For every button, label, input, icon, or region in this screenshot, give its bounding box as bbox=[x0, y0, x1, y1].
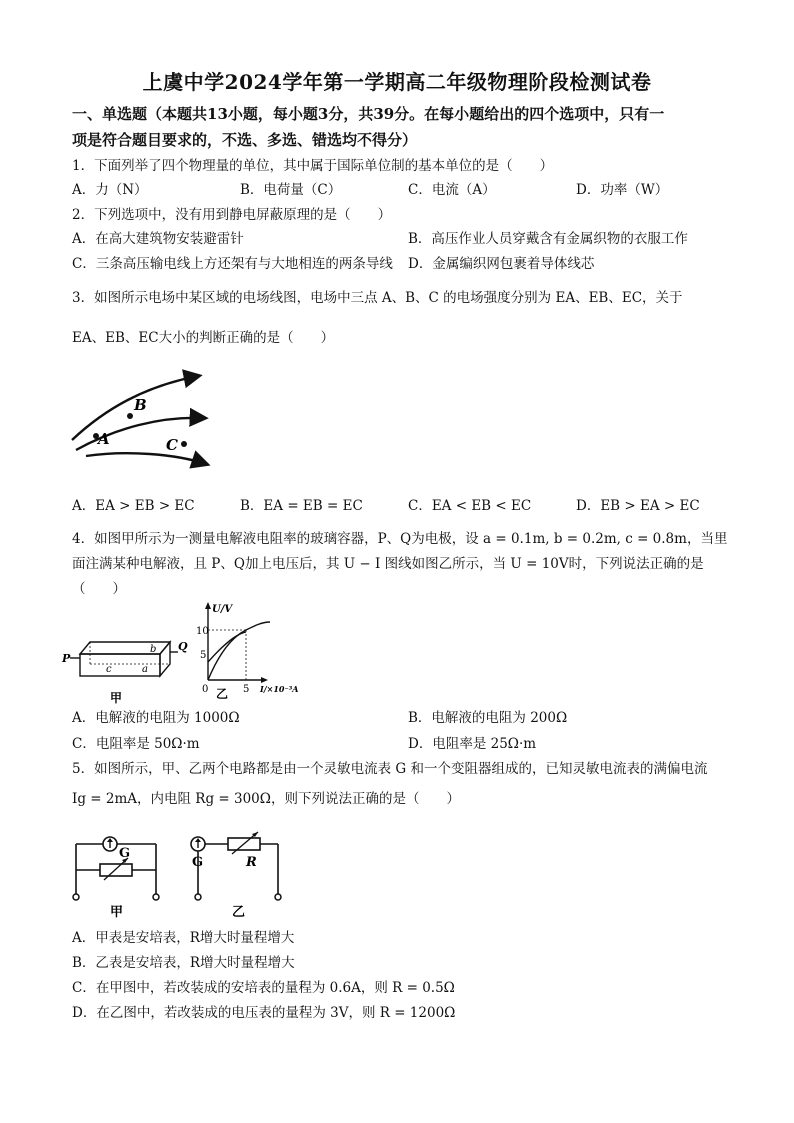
q3-stem-line1: 3．如图所示电场中某区域的电场线图，电场中三点 A、B、C 的电场强度分别为 EA、EB、EC，关于 bbox=[72, 290, 683, 306]
point-b-dot bbox=[127, 413, 133, 419]
page-title: 上虞中学2024学年第一学期高二年级物理阶段检测试卷 bbox=[142, 70, 652, 94]
field-line-bottom bbox=[86, 453, 206, 464]
q4-ui-graph-figure bbox=[196, 600, 326, 700]
q2-stem: 2．下列选项中，没有用到静电屏蔽原理的是（ ） bbox=[72, 207, 392, 223]
q2-option-d: D．金属编织网包裹着导体线芯 bbox=[408, 256, 595, 272]
q2-option-c: C．三条高压输电线上方还架有与大地相连的两条导线 bbox=[72, 256, 393, 272]
galvanometer-jia-label: G bbox=[119, 846, 131, 861]
q5-stem-line1: 5．如图所示，甲、乙两个电路都是由一个灵敏电流表 G 和一个变阻器组成的，已知灵敏电流表的满偏电流 bbox=[72, 761, 708, 777]
q4-container-figure bbox=[62, 628, 190, 706]
q4-option-c: C．电阻率是 50Ω·m bbox=[72, 736, 200, 752]
q3-option-d: D．EB > EA > EC bbox=[576, 498, 700, 514]
q3-option-b: B．EA = EB = EC bbox=[240, 498, 363, 514]
dimension-c-label: c bbox=[106, 664, 112, 675]
point-b-label: B bbox=[134, 396, 147, 414]
q5-option-c: C．在甲图中，若改装成的安培表的量程为 0.6A，则 R = 0.5Ω bbox=[72, 980, 455, 996]
figure-yi-label: 乙 bbox=[216, 687, 229, 701]
resistor-r-label: R bbox=[246, 855, 257, 870]
graph-curve bbox=[208, 622, 270, 680]
galvanometer-yi-label: G bbox=[192, 855, 204, 870]
point-c-label: C bbox=[166, 436, 178, 454]
q5-stem-line2: Ig = 2mA，内电阻 Rg = 300Ω，则下列说法正确的是（ ） bbox=[72, 791, 460, 807]
circuit-jia-label: 甲 bbox=[110, 905, 124, 920]
figure-jia-label: 甲 bbox=[110, 691, 123, 705]
section-heading-line1: 一、单选题（本题共13小题，每小题3分，共39分。在每小题给出的四个选项中，只有一 bbox=[72, 105, 665, 123]
q1-option-a: A．力（N） bbox=[72, 182, 148, 198]
q1-option-c: C．电流（A） bbox=[408, 182, 496, 198]
graph-ylabel: U/V bbox=[212, 604, 233, 615]
q4-option-a: A．电解液的电阻为 1000Ω bbox=[72, 710, 240, 726]
q4-stem-line3: （ ） bbox=[72, 581, 126, 597]
electrode-q-label: Q bbox=[178, 640, 188, 653]
q5-circuit-yi-figure bbox=[188, 824, 288, 920]
graph-xlabel: I/×10⁻³A bbox=[260, 684, 299, 694]
q4-stem-line1: 4．如图甲所示为一测量电解液电阻率的玻璃容器，P、Q为电极，设 a = 0.1m, b = 0.2m, c = 0.8m，当里 bbox=[72, 531, 728, 547]
q5-option-d: D．在乙图中，若改装成的电压表的量程为 3V，则 R = 1200Ω bbox=[72, 1005, 456, 1021]
q3-field-lines-figure bbox=[66, 368, 216, 472]
dimension-b-label: b bbox=[150, 644, 157, 655]
q3-option-a: A．EA > EB > EC bbox=[72, 498, 195, 514]
q4-option-d: D．电阻率是 25Ω·m bbox=[408, 736, 537, 752]
q3-stem-line2: EA、EB、EC大小的判断正确的是（ ） bbox=[72, 330, 335, 346]
q4-option-b: B．电解液的电阻为 200Ω bbox=[408, 710, 568, 726]
q4-stem-line2: 面注满某种电解液，且 P、Q加上电压后，其 U − I 图线如图乙所示，当 U = 10V时，下列说法正确的是 bbox=[72, 556, 704, 572]
circuit-yi-label: 乙 bbox=[232, 905, 246, 920]
q5-circuit-jia-figure bbox=[66, 824, 166, 920]
q5-option-b: B．乙表是安培表，R增大时量程增大 bbox=[72, 955, 295, 971]
dimension-a-label: a bbox=[142, 664, 148, 675]
q5-option-a: A．甲表是安培表，R增大时量程增大 bbox=[72, 930, 295, 946]
section-heading-line2: 项是符合题目要求的，不选、多选、错选均不得分） bbox=[72, 131, 418, 149]
q2-option-b: B．高压作业人员穿戴含有金属织物的衣服工作 bbox=[408, 231, 688, 247]
q1-option-d: D．功率（W） bbox=[576, 182, 669, 198]
q1-option-b: B．电荷量（C） bbox=[240, 182, 342, 198]
graph-x-tick-5: 5 bbox=[243, 684, 250, 695]
q3-option-c: C．EA < EB < EC bbox=[408, 498, 532, 514]
q2-option-a: A．在高大建筑物安装避雷针 bbox=[72, 231, 244, 247]
point-c-dot bbox=[181, 441, 187, 447]
graph-y-tick-5: 5 bbox=[200, 650, 207, 661]
electrode-p-label: P bbox=[62, 652, 71, 665]
graph-x-tick-0: 0 bbox=[202, 684, 209, 695]
q1-stem: 1．下面列举了四个物理量的单位，其中属于国际单位制的基本单位的是（ ） bbox=[72, 158, 554, 174]
graph-y-tick-10: 10 bbox=[196, 626, 209, 637]
point-a-label: A bbox=[98, 430, 110, 448]
